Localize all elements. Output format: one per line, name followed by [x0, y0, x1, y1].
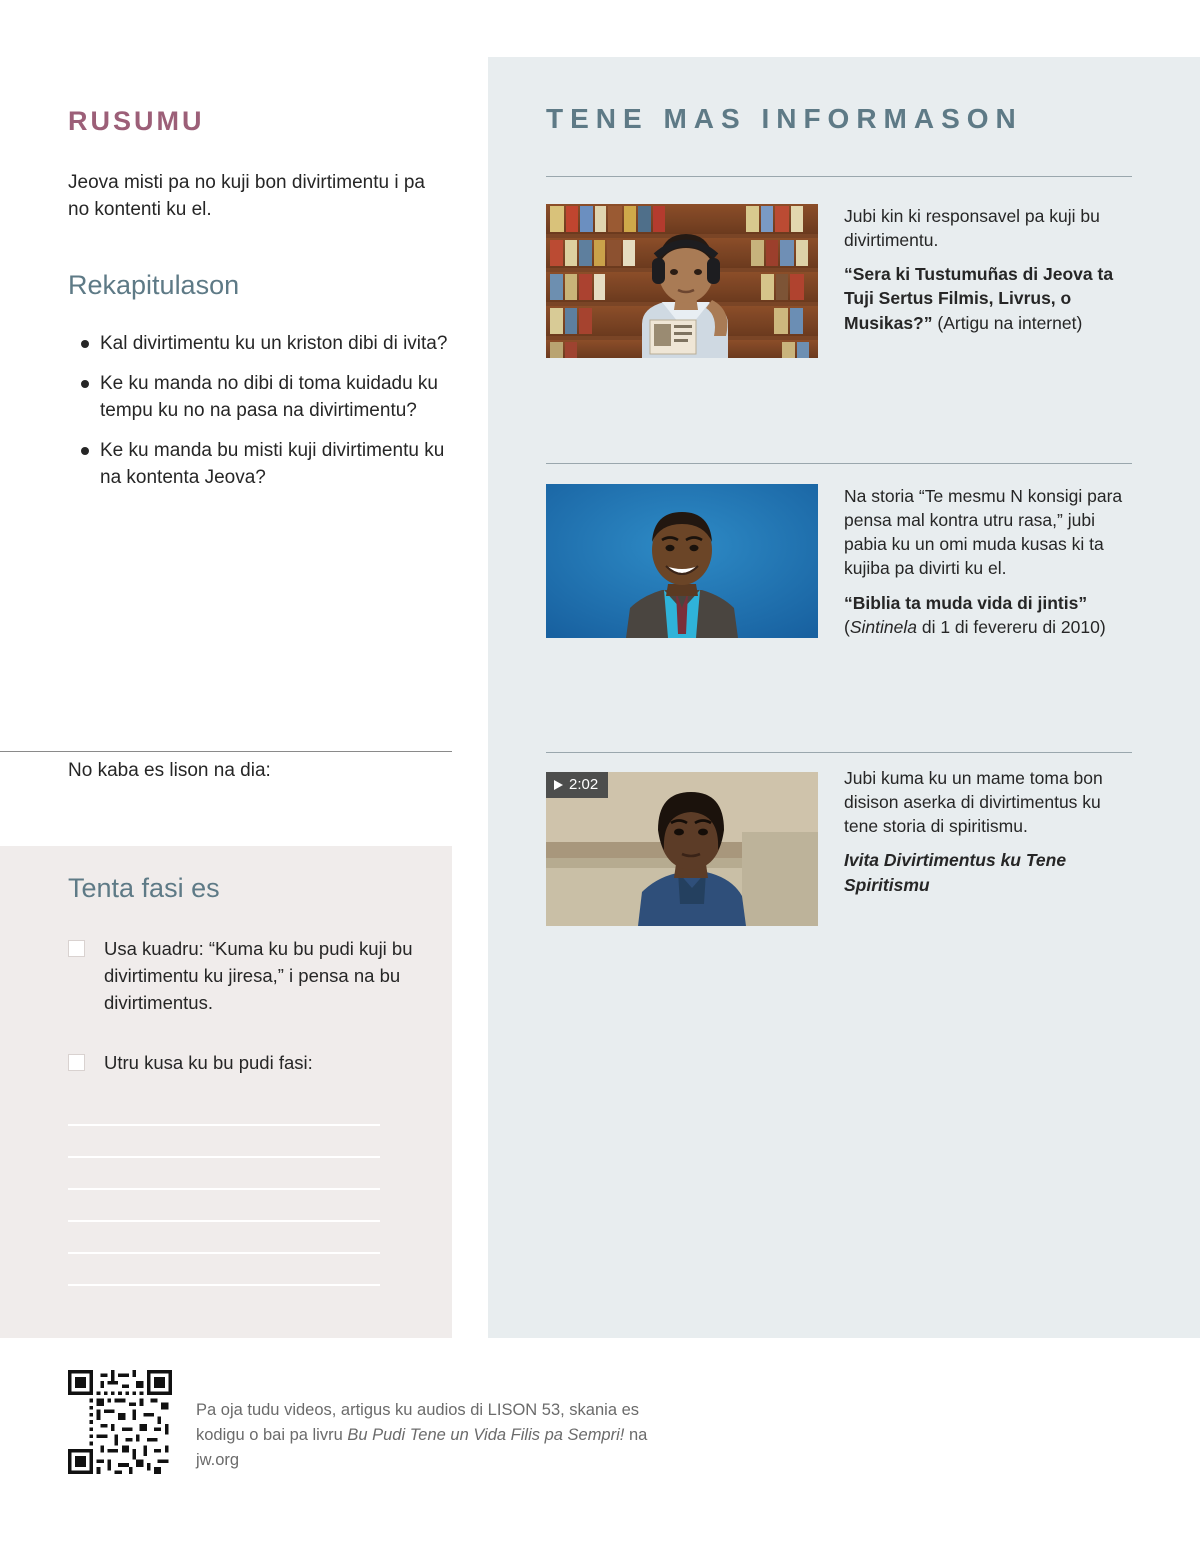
write-line[interactable]: [68, 1188, 380, 1190]
info-row-1-title: “Sera ki Tustumuñas di Jeova ta Tuji Sertus Filmis, Livrus, o Musikas?”: [844, 264, 1114, 333]
info-row-1-intro: Jubi kin ki responsavel pa kuji bu divirtimentu.: [844, 206, 1100, 251]
review-heading: Rekapitulason: [68, 270, 240, 300]
divider-middle: [546, 463, 1132, 464]
info-row-3-intro: Jubi kuma ku un mame toma bon disison aserka di divirtimentus ku tene storia di spiritismu.: [844, 768, 1103, 837]
info-row-2-paren-open: (: [844, 616, 850, 637]
write-line[interactable]: [68, 1156, 380, 1158]
video-duration-badge: [546, 772, 608, 798]
woman-on-sofa-video-thumbnail[interactable]: [546, 772, 818, 926]
info-row-2-text: [844, 484, 1136, 639]
divider-top: [546, 176, 1132, 177]
footer-note: [196, 1398, 666, 1472]
smiling-man-in-suit-photo: [546, 484, 818, 638]
list-item: Kal divirtimentu ku un kriston dibi di ivita?: [68, 330, 448, 358]
footer-note-part1: Pa oja tudu videos, artigus ku audios di LISON 53, skania es kodigu o bai pa livru: [196, 1401, 640, 1444]
list-item: Ke ku manda no dibi di toma kuidadu ku tempu ku no na pasa na divirtimentu?: [68, 370, 448, 425]
write-line[interactable]: [68, 1284, 380, 1286]
info-row-2-publication: Sintinela: [849, 616, 917, 637]
review-question-list: [68, 330, 448, 504]
footer-publication-title: Bu Pudi Tene un Vida Filis pa Sempri!: [347, 1425, 625, 1444]
teen-with-headphones-photo: [546, 204, 818, 358]
video-duration-label: 2:02: [569, 776, 599, 793]
lesson-completion-line: No kaba es lison na dia:: [68, 760, 271, 781]
write-line[interactable]: [68, 1124, 380, 1126]
footer-note-part2: na jw.org: [196, 1425, 648, 1469]
info-row-1-title-tail: (Artigu na internet): [932, 312, 1083, 333]
list-item: Ke ku manda bu misti kuji divirtimentu ku na kontenta Jeova?: [68, 437, 448, 492]
left-divider: [0, 751, 452, 752]
try-this-box: [0, 846, 452, 1338]
info-row-3-text: [844, 766, 1136, 897]
info-row-3-title: Ivita Divirtimentus ku Tene Spiritismu: [844, 850, 1067, 895]
write-line[interactable]: [68, 1252, 380, 1254]
try-this-heading: Tenta fasi es: [68, 873, 220, 903]
info-row-2-title: “Biblia ta muda vida di jintis”: [844, 592, 1088, 613]
info-row-2-intro: Na storia “Te mesmu N konsigi para pensa mal kontra utru rasa,” jubi pabia ku un omi muda kusas ki ta kujiba pa divirti ku el.: [844, 486, 1123, 579]
info-row-1-text: [844, 204, 1136, 335]
write-line[interactable]: [68, 1220, 380, 1222]
summary-text: Jeova misti pa no kuji bon divirtimentu i pa no kontenti ku el.: [68, 172, 425, 220]
summary-heading: RUSUMU: [68, 106, 205, 136]
divider-bottom: [546, 752, 1132, 753]
checkbox-item-2[interactable]: Utru kusa ku bu pudi fasi:: [68, 1050, 440, 1077]
qr-code[interactable]: [68, 1370, 172, 1474]
play-icon: [554, 780, 563, 790]
more-information-heading: TENE MAS INFORMASON: [546, 103, 1023, 134]
checkbox-item-1[interactable]: Usa kuadru: “Kuma ku bu pudi kuji bu divirtimentu ku jiresa,” i pensa na bu divirtimentus.: [68, 936, 440, 1016]
info-row-2-title-tail: di 1 di fevereru di 2010): [916, 616, 1106, 637]
